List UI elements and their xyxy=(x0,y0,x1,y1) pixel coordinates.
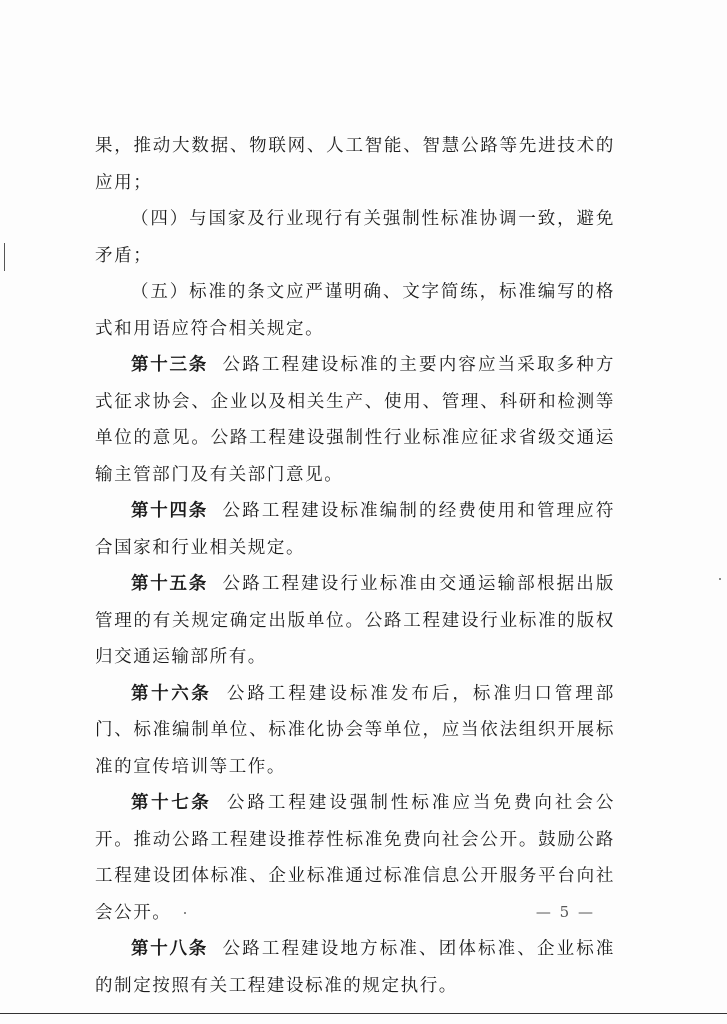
scan-speck xyxy=(184,912,186,914)
article-text: 公路工程建设地方标准、团体标准、企业标准的制定按照有关工程建设标准的规定执行。 xyxy=(95,939,615,996)
page-number: — 5 — xyxy=(535,903,595,921)
article-16 xyxy=(95,676,615,786)
paragraph-text: （四）与国家及行业现行有关强制性标准协调一致，避免矛盾； xyxy=(95,209,615,266)
article-number: 第十六条 xyxy=(131,683,212,704)
article-number: 第十四条 xyxy=(131,501,208,521)
article-14 xyxy=(95,493,615,566)
article-18 xyxy=(95,931,615,1004)
article-text: 公路工程建设标准发布后，标准归口管理部门、标准编制单位、标准化协会等单位，应当依法组织开展标准的宣传培训等工作。 xyxy=(95,683,615,777)
article-text: 公路工程建设标准编制的经费使用和管理应符合国家和行业相关规定。 xyxy=(95,501,615,558)
paragraph-text: （五）标准的条文应严谨明确、文字简练，标准编写的格式和用语应符合相关规定。 xyxy=(95,282,615,339)
article-number: 第十三条 xyxy=(131,355,208,375)
article-number: 第十七条 xyxy=(131,793,212,813)
document-body xyxy=(95,128,615,1004)
paragraph-item-5 xyxy=(95,274,615,347)
article-text: 公路工程建设强制性标准应当免费向社会公开。推动公路工程建设推荐性标准免费向社会公开。鼓励公路工程建设团体标准、企业标准通过标准信息公开服务平台向社会公开。 xyxy=(95,793,615,923)
article-13 xyxy=(95,347,615,493)
article-number: 第十五条 xyxy=(131,574,208,594)
paragraph-text: 果，推动大数据、物联网、人工智能、智慧公路等先进技术的应用； xyxy=(95,136,615,193)
article-15 xyxy=(95,566,615,676)
scan-edge-line xyxy=(0,1013,727,1014)
article-text: 公路工程建设标准的主要内容应当采取多种方式征求协会、企业以及相关生产、使用、管理、科研和检测等单位的意见。公路工程建设强制性行业标准应征求省级交通运输主管部门及有关部门意见。 xyxy=(95,355,615,485)
article-number: 第十八条 xyxy=(131,939,208,959)
scan-edge-mark xyxy=(4,243,5,271)
article-text: 公路工程建设行业标准由交通运输部根据出版管理的有关规定确定出版单位。公路工程建设行业标准的版权归交通运输部所有。 xyxy=(95,574,615,667)
paragraph-item-4 xyxy=(95,201,615,274)
paragraph-continuation xyxy=(95,128,615,201)
scan-speck xyxy=(719,578,721,580)
